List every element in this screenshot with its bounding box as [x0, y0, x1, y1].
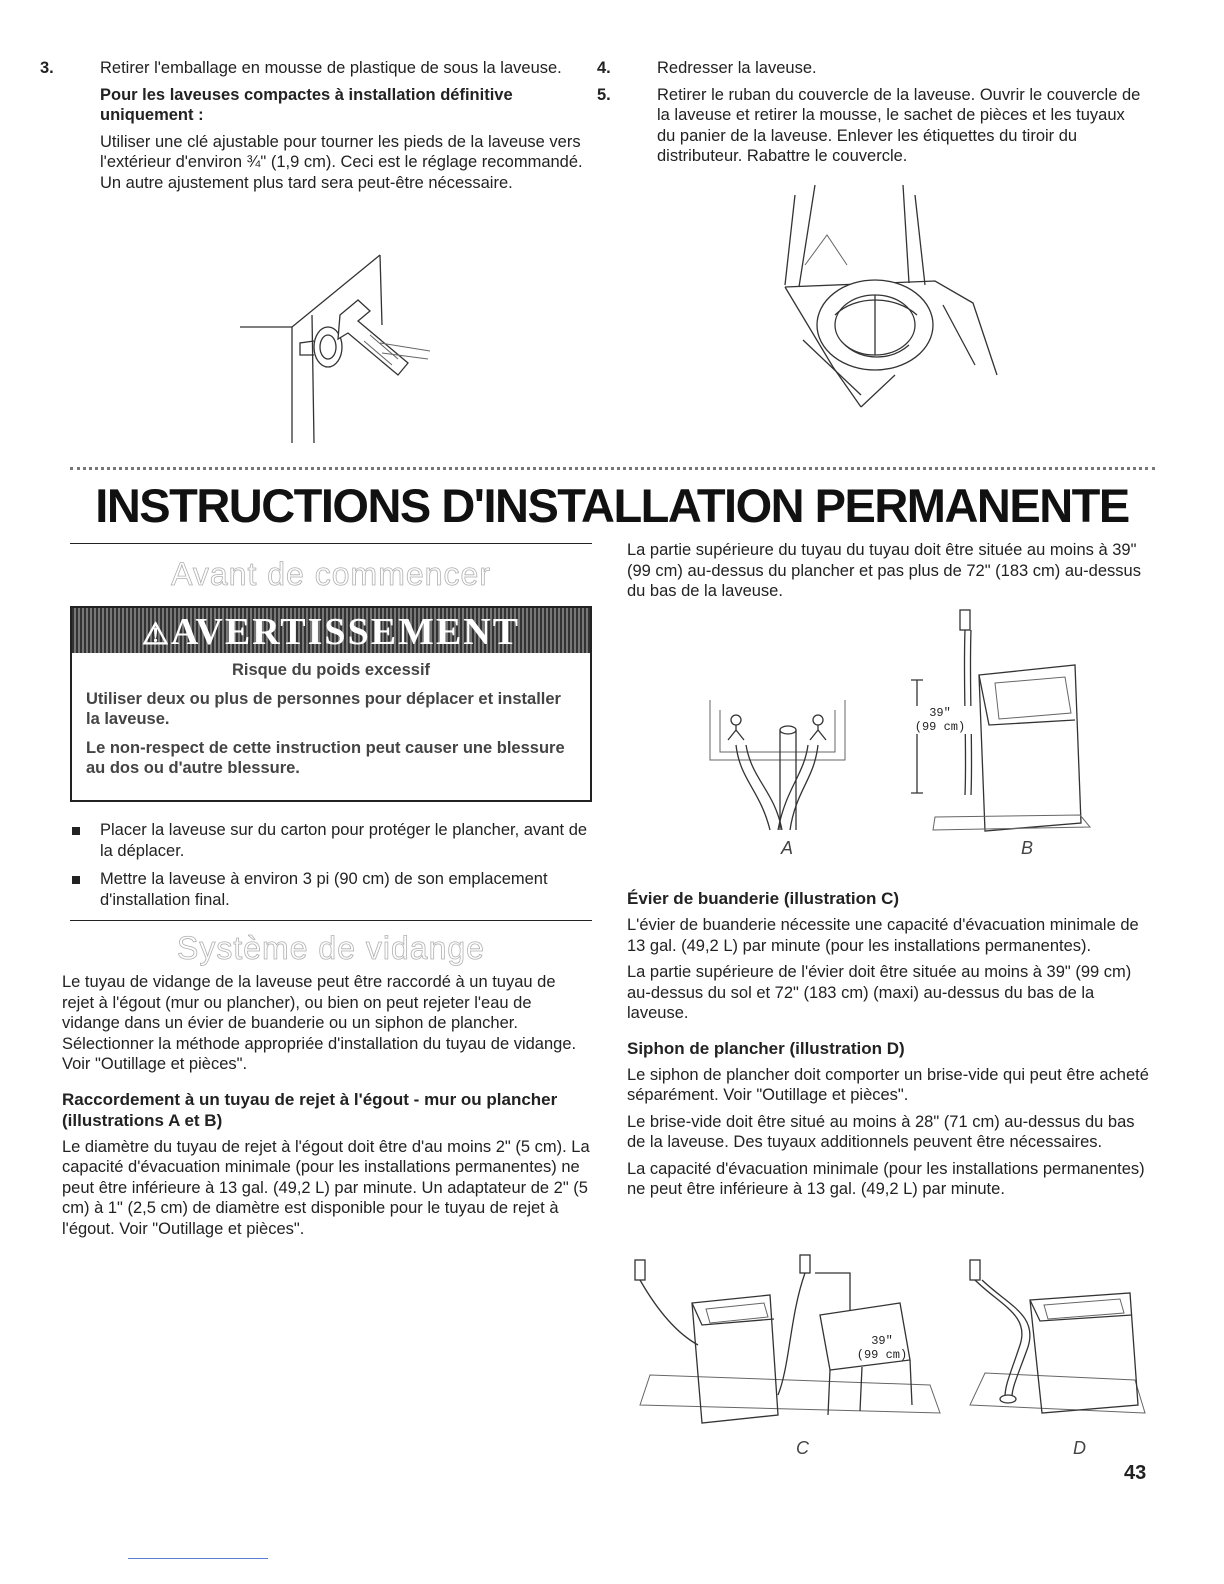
rule-before: [70, 543, 592, 544]
floor-text-1: Le siphon de plancher doit comporter un brise-vide qui peut être acheté séparément. Voir "Outillage et pièces".: [627, 1065, 1149, 1104]
step-3: 3. Retirer l'emballage en mousse de plastique de sous la laveuse.: [40, 59, 562, 77]
dimension-inches: 39": [929, 706, 951, 720]
sink-heading: Évier de buanderie (illustration C): [627, 889, 900, 908]
warning-triangle-icon: ⚠: [141, 618, 171, 651]
sink-floor-section: [627, 888, 1152, 1206]
dimension-label-b: [905, 706, 975, 734]
warning-content: [86, 660, 576, 787]
warning-title: [72, 610, 590, 654]
top-left-column: [40, 58, 590, 199]
sink-text-2: La partie supérieure de l'évier doit être située au moins à 39" (99 cm) au-dessus du sol et 72" (183 cm) (maxi) au-dessus du bas de la laveuse.: [627, 963, 1132, 1022]
footer-line: [128, 1558, 268, 1559]
floor-heading: Siphon de plancher (illustration D): [627, 1038, 905, 1058]
step-3-text: Retirer l'emballage en mousse de plastique de sous la laveuse.: [100, 59, 562, 77]
step-4-text: Redresser la laveuse.: [657, 59, 817, 77]
washer-basket-illustration: [775, 175, 1015, 420]
caption-a: A: [781, 838, 794, 858]
step-5-text: Retirer le ruban du couvercle de la laveuse. Ouvrir le couvercle de la laveuse et retirer la mousse, le sachet de pièces et les tuyaux du panier de la laveuse. Enlever les étiquettes du tiroir du distributeur. Rabattre le couvercle.: [657, 85, 1141, 165]
warning-line-1: Utiliser deux ou plus de personnes pour déplacer et installer la laveuse.: [86, 689, 561, 728]
rule-drain: [70, 920, 592, 921]
bullet-item: Mettre la laveuse à environ 3 pi (90 cm) de son emplacement d'installation final.: [70, 869, 590, 910]
dimension-cm: (99 cm): [914, 720, 966, 734]
warning-risk: Risque du poids excessif: [231, 661, 431, 679]
drain-text: Le tuyau de vidange de la laveuse peut être raccordé à un tuyau de rejet à l'égout (mur ou plancher), ou bien on peut rejeter l'eau de vidange dans un évier de buanderie ou un siphon de plancher. Sélectionner la méthode appropriée d'installation du tuyau de vidange. Voir "Outillage et pièces".: [62, 973, 577, 1073]
step-5: 5. Retirer le ruban du couvercle de la laveuse. Ouvrir le couvercle de la laveuse et retirer la mousse, le sachet de pièces et les tuyaux du panier de la laveuse. Enlever les étiquettes du tiroir du distributeur. Rabattre le couvercle.: [597, 85, 1141, 165]
dimension-label-c: [852, 1334, 912, 1362]
standpipe-heading: Raccordement à un tuyau de rejet à l'égout - mur ou plancher (illustrations A et B): [62, 1089, 558, 1130]
warning-line-2: Le non-respect de cette instruction peut causer une blessure au dos ou d'autre blessure.: [86, 738, 565, 777]
caption-b: B: [1021, 838, 1034, 858]
drain-heading: Système de vidange: [177, 930, 485, 966]
bullet-item: Placer la laveuse sur du carton pour protéger le plancher, avant de la déplacer.: [70, 820, 590, 861]
illustration-d: [960, 1255, 1150, 1435]
top-right-column: [597, 58, 1147, 173]
wrench-foot-illustration: [230, 255, 440, 445]
page-number: 43: [1124, 1462, 1147, 1484]
floor-text-3: La capacité d'évacuation minimale (pour les installations permanentes) ne peut être inférieure à 13 gal. (49,2 L) par minute.: [627, 1159, 1145, 1198]
compact-heading: Pour les laveuses compactes à installation définitive uniquement :: [100, 85, 513, 124]
sink-text-1: L'évier de buanderie nécessite une capacité d'évacuation minimale de 13 gal. (49,2 L) par minute (pour les installations permanentes).: [627, 916, 1139, 955]
step-4: 4. Redresser la laveuse.: [597, 59, 817, 77]
caption-c: C: [796, 1438, 809, 1458]
before-heading: Avant de commencer: [171, 556, 491, 592]
standpipe-height: La partie supérieure du tuyau du tuyau doit être située au moins à 39" (99 cm) au-dessus du plancher et pas plus de 72" (183 cm) au-dessus du bas de la laveuse.: [627, 541, 1141, 600]
page-title: INSTRUCTIONS D'INSTALLATION PERMANENTE: [95, 479, 1129, 532]
compact-text: Utiliser une clé ajustable pour tourner les pieds de la laveuse vers l'extérieur d'environ ¾" (1,9 cm). Ceci est le réglage recommandé. Un autre ajustement plus tard sera peut-être nécessaire.: [100, 132, 583, 192]
dimension-inches: 39": [871, 1334, 893, 1348]
warning-box: [70, 606, 592, 802]
standpipe-text: Le diamètre du tuyau de rejet à l'égout doit être d'au moins 2" (5 cm). La capacité d'évacuation minimale (pour les installations permanentes) ne peut être inférieure à 13 gal. (49,2 L) par minute. Un adaptateur de 2" (5 cm) à 1" (2,5 cm) de diamètre est disponible pour le tuyau de rejet à l'égout. Voir "Outillage et pièces".: [62, 1137, 590, 1238]
floor-text-2: Le brise-vide doit être situé au moins à 28" (71 cm) au-dessus du bas de la laveuse. Des tuyaux additionnels peuvent être nécessaires.: [627, 1112, 1135, 1151]
prep-bullets: [70, 820, 590, 918]
illustration-a: [700, 670, 850, 840]
warning-title-text: AVERTISSEMENT: [170, 611, 521, 653]
drain-section: [62, 972, 590, 1245]
dimension-cm: (99 cm): [856, 1348, 908, 1362]
caption-d: D: [1073, 1438, 1086, 1458]
section-divider: [70, 467, 1155, 470]
